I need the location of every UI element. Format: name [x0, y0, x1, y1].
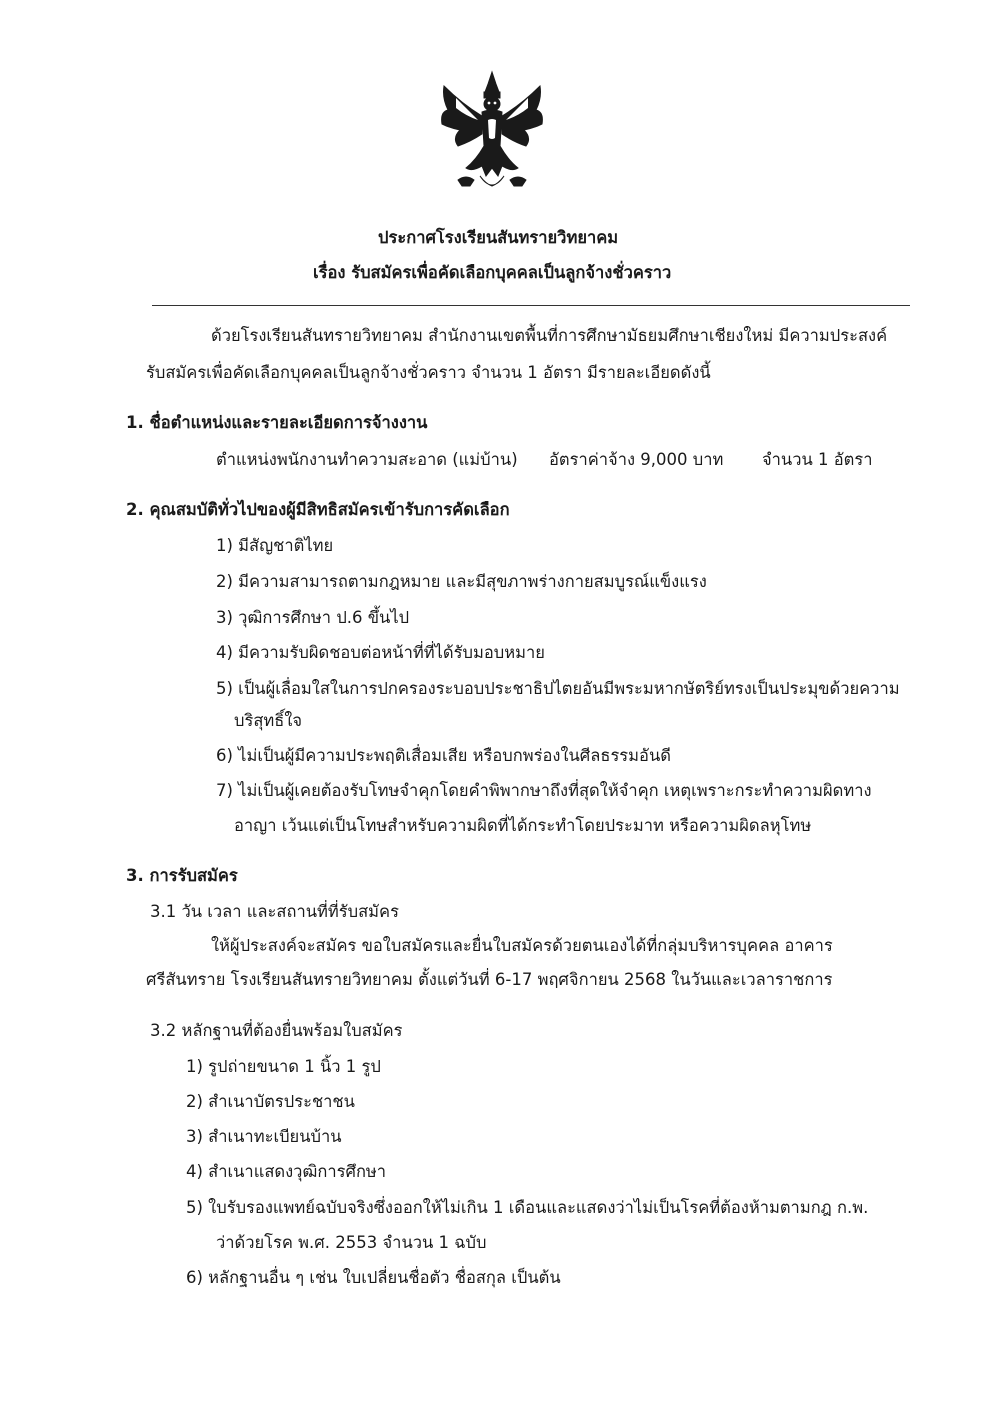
qualification-item: 7) ไม่เป็นผู้เคยต้องรับโทษจำคุกโดยคำพิพากษาถึงที่สุดให้จำคุก เหตุเพราะกระทำความผิดทาง: [216, 781, 872, 800]
section-3-1-heading: 3.1 วัน เวลา และสถานที่ที่รับสมัคร: [150, 902, 399, 921]
intro-line-2: รับสมัครเพื่อคัดเลือกบุคคลเป็นลูกจ้างชั่วคราว จำนวน 1 อัตรา มีรายละเอียดดังนี้: [146, 363, 711, 382]
wage-rate: อัตราค่าจ้าง 9,000 บาท: [549, 450, 724, 469]
qualification-item: 4) มีความรับผิดชอบต่อหน้าที่ที่ได้รับมอบหมาย: [216, 643, 545, 662]
qualification-item: 2) มีความสามารถตามกฎหมาย และมีสุขภาพร่างกายสมบูรณ์แข็งแรง: [216, 572, 707, 591]
document-item-continued: ว่าด้วยโรค พ.ศ. 2553 จำนวน 1 ฉบับ: [216, 1233, 487, 1252]
section-1-heading: 1. ชื่อตำแหน่งและรายละเอียดการจ้างงาน: [126, 413, 428, 432]
document-item: 1) รูปถ่ายขนาด 1 นิ้ว 1 รูป: [186, 1057, 381, 1076]
application-place-line-1: ให้ผู้ประสงค์จะสมัคร ขอใบสมัครและยื่นใบสมัครด้วยตนเองได้ที่กลุ่มบริหารบุคคล อาคาร: [211, 936, 833, 955]
qualification-item: 3) วุฒิการศึกษา ป.6 ขึ้นไป: [216, 608, 410, 627]
qualification-item: 5) เป็นผู้เลื่อมใสในการปกครองระบอบประชาธิปไตยอันมีพระมหากษัตริย์ทรงเป็นประมุขด้วยความ: [216, 679, 900, 698]
document-item: 3) สำเนาทะเบียนบ้าน: [186, 1127, 342, 1146]
application-place-line-2: ศรีสันทราย โรงเรียนสันทรายวิทยาคม ตั้งแต่วันที่ 6-17 พฤศจิกายน 2568 ในวันและเวลาราชการ: [146, 970, 833, 989]
document-item: 6) หลักฐานอื่น ๆ เช่น ใบเปลี่ยนชื่อตัว ชื่อสกุล เป็นต้น: [186, 1268, 561, 1287]
position-name: ตำแหน่งพนักงานทำความสะอาด (แม่บ้าน): [216, 450, 518, 469]
document-item: 4) สำเนาแสดงวุฒิการศึกษา: [186, 1162, 387, 1181]
qualification-item-continued: บริสุทธิ์ใจ: [234, 711, 303, 730]
qualification-item: 6) ไม่เป็นผู้มีความประพฤติเสื่อมเสีย หรือบกพร่องในศีลธรรมอันดี: [216, 746, 671, 765]
document-item: 2) สำเนาบัตรประชาชน: [186, 1092, 355, 1111]
divider-line: [152, 305, 910, 306]
position-count: จำนวน 1 อัตรา: [762, 450, 873, 469]
section-2-heading: 2. คุณสมบัติทั่วไปของผู้มีสิทธิสมัครเข้ารับการคัดเลือก: [126, 500, 510, 519]
qualification-item: 1) มีสัญชาติไทย: [216, 536, 334, 555]
intro-line-1: ด้วยโรงเรียนสันทรายวิทยาคม สำนักงานเขตพื้นที่การศึกษามัธยมศึกษาเชียงใหม่ มีความประสงค์: [211, 326, 888, 345]
section-3-heading: 3. การรับสมัคร: [126, 866, 238, 885]
document-item: 5) ใบรับรองแพทย์ฉบับจริงซึ่งออกให้ไม่เกิน 1 เดือนและแสดงว่าไม่เป็นโรคที่ต้องห้ามตามกฎ ก.พ.: [186, 1198, 869, 1217]
section-3-2-heading: 3.2 หลักฐานที่ต้องยื่นพร้อมใบสมัคร: [150, 1021, 403, 1040]
announcement-title: ประกาศโรงเรียนสันทรายวิทยาคม: [378, 228, 619, 247]
qualification-item-continued: อาญา เว้นแต่เป็นโทษสำหรับความผิดที่ได้กระทำโดยประมาท หรือความผิดลหุโทษ: [234, 816, 812, 835]
garuda-emblem-icon: [436, 68, 548, 198]
announcement-subject: เรื่อง รับสมัครเพื่อคัดเลือกบุคคลเป็นลูกจ้างชั่วคราว: [313, 263, 672, 282]
